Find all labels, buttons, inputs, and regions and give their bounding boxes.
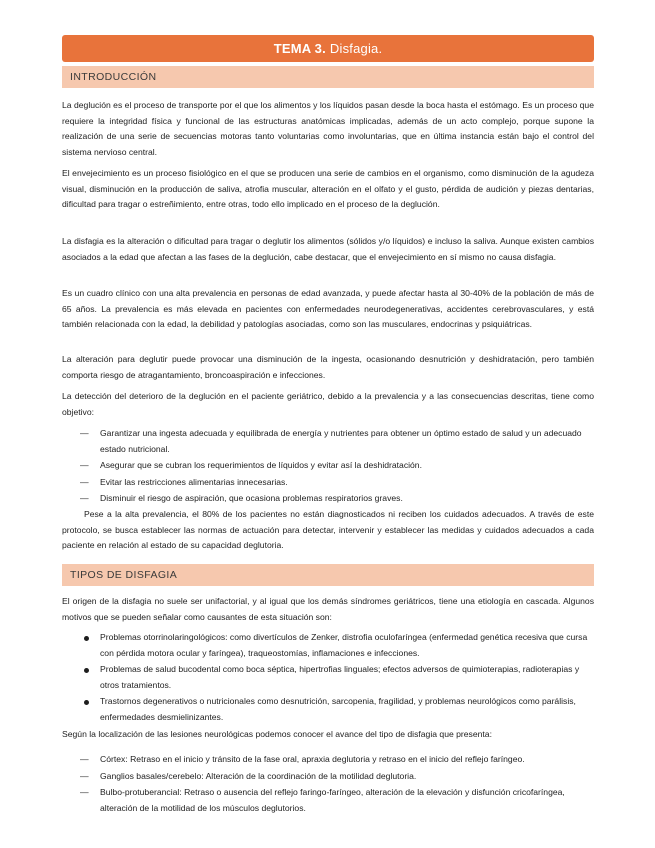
chapter-banner [62, 35, 594, 62]
causes-list [62, 630, 594, 727]
bullet-dot [84, 700, 89, 705]
section-title-tipos: TIPOS DE DISFAGIA [70, 569, 178, 581]
list-item [62, 752, 594, 768]
section-title-introduccion: INTRODUCCIÓN [70, 71, 157, 83]
tipos-paragraph-1: El origen de la disfagia no suele ser unifactorial, y al igual que los demás síndromes geriátricos, tiene una etiología en cascada. Algunos motivos que se pueden señalar como causantes de esta situación son: [62, 596, 594, 622]
objective-text: Garantizar una ingesta adecuada y equilibrada de energía y nutrientes para obtener un óptimo estado de salud y un adecuado estado nutricional. [100, 428, 582, 454]
section-header-tipos [62, 564, 594, 586]
lesion-text: Ganglios basales/cerebelo: Alteración de la coordinación de la motilidad deglutoria. [100, 770, 417, 781]
objective-text: Asegurar que se cubran los requerimientos de líquidos y evitar así la deshidratación. [100, 460, 422, 471]
bullet-dot [84, 668, 89, 673]
section-header-introduccion [62, 66, 594, 88]
intro-paragraph-4: Es un cuadro clínico con una alta prevalencia en personas de edad avanzada, y puede afectar hasta al 30-40% de la población de más de 65 años. La prevalencia es más elevada en pacientes con enfermedades neurodegenerativas, accidentes cerebrovasculares, y está también relacionada con la edad, la debilidad y patologías asociadas, como son las musculares, endocrinas y psiquiátricas. [62, 288, 594, 330]
objective-text: Evitar las restricciones alimentarias innecesarias. [100, 476, 288, 487]
dash-marker: — [80, 787, 89, 798]
list-item [62, 769, 594, 785]
cause-text: Problemas otorrinolaringológicos: como divertículos de Zenker, distrofia oculofaríngea (enfermedad genética recesiva que cursa con pérdida motora ocular y faríngea), traqueostomías, inflamaciones e infecciones. [100, 632, 588, 658]
chapter-label: TEMA 3. [273, 41, 326, 56]
tipos-paragraph-2: Según la localización de las lesiones neurológicas podemos conocer el avance del tipo de disfagia que presenta: [62, 729, 492, 739]
bullet-dot [84, 636, 89, 641]
intro-paragraph-6: La detección del deterioro de la deglución en el paciente geriátrico, debido a la prevalencia y a las consecuencias descritas, tiene como objetivo: [62, 391, 594, 417]
list-item [62, 491, 594, 507]
list-item [62, 694, 594, 725]
list-item [62, 630, 594, 661]
intro-paragraph-5: La alteración para deglutir puede provocar una disminución de la ingesta, ocasionando desnutrición y deshidratación, pero también comporta riesgo de atragantamiento, broncoaspiración e infecciones. [62, 354, 594, 380]
intro-paragraph-3: La disfagia es la alteración o dificultad para tragar o deglutir los alimentos (sólidos y/o líquidos) e incluso la saliva. Aunque existen cambios asociados a la edad que afectan a las fases de la deglución, cabe destacar, que el envejecimiento en sí mismo no causa disfagia. [62, 236, 594, 262]
list-item [62, 785, 594, 816]
lesion-text: Bulbo-protuberancial: Retraso o ausencia del reflejo faringo-faríngeo, alteración de la elevación y disfunción cricofaríngea, alteración de la motilidad de los músculos deglutorios. [100, 787, 565, 813]
intro-paragraph-1: La deglución es el proceso de transporte por el que los alimentos y los líquidos pasan desde la boca hasta el estómago. Es un proceso que requiere la integridad física y funcional de las estructuras anatómicas implicadas, además de un acto complejo, porque supone la realización de una serie de secuencias motoras tanto voluntarias como involuntarias, que en última instancia están bajo el control del sistema nervioso central. [62, 100, 594, 157]
list-item [62, 662, 594, 693]
dash-marker: — [80, 428, 89, 438]
cause-text: Trastornos degenerativos o nutricionales como desnutrición, sarcopenia, fragilidad, y problemas neurológicos como parálisis, enfermedades desmielinizantes. [100, 696, 576, 722]
lesion-text: Córtex: Retraso en el inicio y tránsito de la fase oral, apraxia deglutoria y retraso en el inicio del reflejo faríngeo. [100, 754, 525, 764]
lesions-list [62, 752, 594, 817]
dash-marker: — [80, 770, 89, 781]
objective-text: Disminuir el riesgo de aspiración, que ocasiona problemas respiratorios graves. [100, 493, 403, 504]
cause-text: Problemas de salud bucodental como boca séptica, hipertrofias linguales; efectos adversos de quimioterapias, radioterapias y otros tratamientos. [100, 664, 580, 690]
dash-marker: — [80, 460, 89, 471]
intro-paragraph-7: Pese a la alta prevalencia, el 80% de los pacientes no están diagnosticados ni reciben los cuidados adecuados. A través de este protocolo, se busca establecer las normas de actuación para detectar, intervenir y establecer las medidas y cuidados adecuados a cada paciente en relación al estado de su capacidad deglutoria. [62, 509, 594, 551]
list-item [62, 475, 594, 491]
objectives-list [62, 426, 594, 508]
chapter-title: Disfagia. [329, 41, 383, 56]
list-item [62, 458, 594, 474]
dash-marker: — [80, 754, 89, 764]
intro-paragraph-2: El envejecimiento es un proceso fisiológico en el que se producen una serie de cambios en el organismo, como disminución de la agudeza visual, disminución en la producción de saliva, atrofia muscular, alteración en el olfato y el gusto, pérdida de audición y piezas dentarias, dificultad para tragar o estreñimiento, entre otras, todo ello implicado en el proceso de la deglución. [62, 168, 594, 210]
list-item [62, 426, 594, 457]
dash-marker: — [80, 476, 89, 487]
dash-marker: — [80, 493, 89, 504]
